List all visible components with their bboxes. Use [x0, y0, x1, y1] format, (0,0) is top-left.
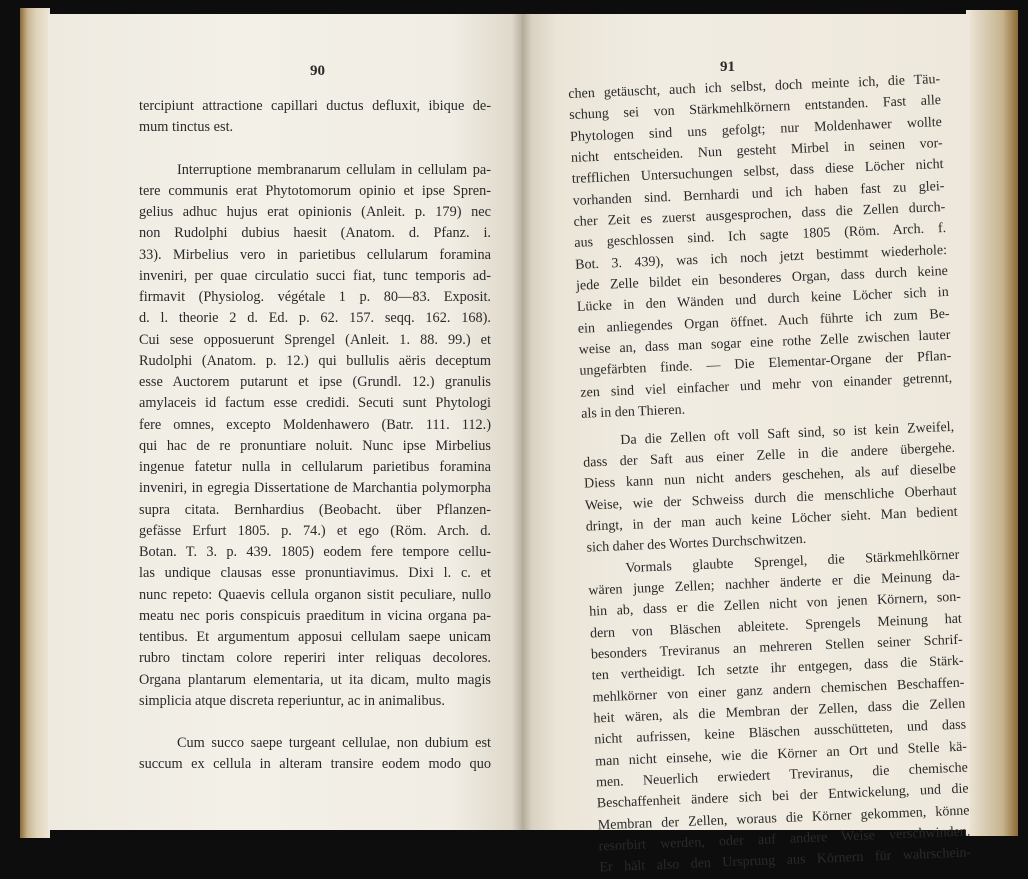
text-line: gefässe Erfurt 1805. p. 74.) et ego (Röm. Arch. d.	[139, 522, 491, 539]
text-line: 33). Mirbelius vero in parietibus cellularum foramina	[139, 246, 491, 263]
paragraph-gap	[139, 139, 491, 160]
left-page-text	[139, 96, 491, 776]
text-line: Er hält also den Ursprung aus Körnern für wahrschein-	[599, 845, 972, 876]
text-line: fere omnes, excepto Moldenhawero (Batr. 111. 112.)	[139, 416, 491, 433]
page-number-left: 90	[310, 63, 325, 79]
text-line: las undique clausas esse pronuntiavimus. Dixi l. c. et	[139, 565, 491, 582]
text-line: men. Neuerlich erwiedert Treviranus, die chemische	[595, 760, 969, 791]
text-line: Botan. T. 3. p. 439. 1805) eodem fere tempore cellu-	[139, 544, 491, 560]
book-gutter	[512, 14, 532, 830]
left-page-edges	[20, 8, 50, 838]
text-line: mehlkörner von einer ganz andern chemischen Beschaffen-	[592, 675, 965, 706]
text-line: ein anliegendes Organ öffnet. Auch führte ich zum Be-	[577, 306, 950, 337]
text-line: sich daher des Wortes Durchschwitzen.	[586, 532, 807, 556]
text-line: meatu nec poris conspicuis praeditum in vicina organa pa-	[139, 607, 491, 624]
text-line: ingenue fatetur nulla in cellularum parietibus foramina	[139, 459, 491, 475]
text-line: besonders Treviranus an mehreren Stellen seiner Schrif-	[590, 632, 963, 663]
text-line: schung sei von Stärkmehlkörnern entstanden. Fast alle	[568, 93, 942, 124]
text-line: vorhanden sind. Bernhardi und ich haben fast zu glei-	[572, 178, 945, 209]
text-line: d. l. theorie 2 d. Ed. p. 62. 157. seqq. 162. 168).	[139, 310, 491, 327]
text-line: qui hac de re pronuntiare noluit. Nunc ipse Mirbelius	[139, 437, 491, 454]
text-line: esse Auctorem putarunt et ipse (Grundl. 12.) granulis	[139, 374, 491, 390]
text-line: nicht entscheiden. Nun gesteht Mirbel in seinen vor-	[570, 136, 943, 166]
paragraph-gap	[139, 712, 491, 733]
text-line: Vormals glaubte Sprengel, die Stärkmehlkörner	[625, 547, 960, 576]
text-line: Membran der Zellen, woraus die Körner gekommen, könne	[597, 803, 970, 834]
text-line: succum ex cellula in alteram transire eodem modo quo	[139, 756, 491, 773]
text-line: weise an, dass man sogar eine rothe Zelle zwischen lauter	[578, 327, 951, 358]
text-line: Organa plantarum elementaria, ut ita dicam, multo magis	[139, 671, 491, 688]
text-line: Interruptione membranarum cellulam in cellulam pa-	[177, 161, 491, 178]
page-number-right: 91	[720, 59, 735, 75]
text-line: heit wären, als die Membran der Zellen, dass die Zellen	[593, 696, 966, 727]
text-line: nicht aufrissen, keine Bläschen ausschütteten, und dass	[594, 717, 967, 748]
text-line: ungefärbten finde. — Die Elementar-Organe der Pflan-	[579, 349, 952, 380]
text-line: tentibus. Et argumentum apposui cellulam saepe unicam	[139, 629, 491, 645]
text-line: tercipiunt attractione capillari ductus defluxit, ibique de-	[139, 98, 491, 114]
text-line: Cum succo saepe turgeant cellulae, non dubium est	[177, 735, 491, 751]
text-line: inveniri, in egregia Dissertatione de Marchantia polymorpha	[139, 480, 491, 497]
right-page-edges	[966, 10, 1018, 836]
text-line: Cui sese opposuerunt Sprengel (Anleit. 1. 88. 99.) et	[139, 331, 491, 348]
text-line: Rudolphi (Anatom. p. 12.) qui bullulis aëris deceptum	[139, 352, 491, 369]
text-line: Beschaffenheit ändere sich bei der Entwickelung, und die	[596, 781, 969, 812]
text-line: aus geschlossen sind. Ich sagte 1805 (Röm. Arch. f.	[574, 221, 947, 252]
text-line: rubro tinctam colore reperiri inter reliquas decolores.	[139, 650, 491, 667]
text-line: cher Zeit es zuerst ausgesprochen, dass die Zellen durch-	[573, 200, 946, 230]
text-line: Lücke in den Wänden und durch keine Löcher sich in	[576, 285, 949, 316]
text-line: tere communis erat Phytotomorum opinio et ipse Spren-	[139, 182, 491, 199]
text-line: als in den Thieren.	[580, 402, 686, 422]
text-line: simplicia atque discreta reperiuntur, ac in animalibus.	[139, 692, 445, 709]
text-line: dringt, in der man auch keine Löcher sieht. Man bedient	[585, 504, 958, 535]
text-line: trefflichen Untersuchungen selbst, dass diese Löcher nicht	[571, 157, 944, 188]
text-line: wären junge Zellen; nachher änderte er die Meinung da-	[588, 568, 961, 599]
text-line: mum tinctus est.	[139, 119, 234, 136]
text-line: inveniri, per quae circulatio succi fiat, tunc temporis ad-	[139, 267, 491, 284]
text-line: man nicht einsehe, wie die Körner an Ort und Stelle kä-	[594, 739, 968, 770]
right-page	[522, 14, 972, 876]
text-line: firmavit (Physiolog. végétale 1 p. 80—83. Exposit.	[139, 289, 491, 305]
left-page	[48, 14, 522, 830]
text-line: Bot. 3. 439), was ich noch jetzt bestimmt wiederhole:	[574, 242, 948, 273]
text-line: Phytologen sind uns gefolgt; nur Moldenhawer wollte	[569, 114, 943, 145]
text-line: jede Zelle bildet ein besonderes Organ, dass durch keine	[575, 264, 949, 294]
right-page-text	[568, 69, 972, 879]
text-line: hin ab, dass er die Zellen nicht von jenen Körnern, son-	[588, 589, 962, 620]
text-line: dass der Saft aus einer Zelle in die andere übergehe.	[582, 440, 956, 471]
text-line: ten vertheidigt. Ich setzte ihr entgegen, dass die Stärk-	[591, 653, 964, 684]
text-line: supra citata. Bernhardius (Beobacht. über Pflanzen-	[139, 501, 491, 518]
text-line: nunc repeto: Quaevis cellula organon sistit peculiare, nullo	[139, 586, 491, 603]
text-line: non Rudolphi dubius haesit (Anatom. d. Pfanz. i.	[139, 225, 491, 242]
text-line: Diess kann nun nicht anders geschehen, als auf dieselbe	[583, 461, 957, 492]
text-line: zen sind viel einfacher und mehr von einander getrennt,	[580, 370, 953, 401]
text-line: gelius adhuc hujus erat opinionis (Anleit. p. 179) nec	[139, 204, 491, 220]
text-line: dern von Bläschen ableitete. Sprengels Meinung hat	[589, 611, 963, 642]
text-line: resorbirt werden, oder auf andere Weise verschwinden.	[598, 824, 971, 855]
text-line: chen getäuscht, auch ich selbst, doch meinte ich, die Täu-	[568, 72, 941, 102]
text-line: Weise, wie der Schweiss durch die menschliche Oberhaut	[584, 483, 957, 514]
text-line: amylaceis id factum esse credidi. Secuti sunt Phytologi	[139, 395, 491, 412]
text-line: Da die Zellen oft voll Saft sind, so ist kein Zweifel,	[620, 419, 955, 448]
